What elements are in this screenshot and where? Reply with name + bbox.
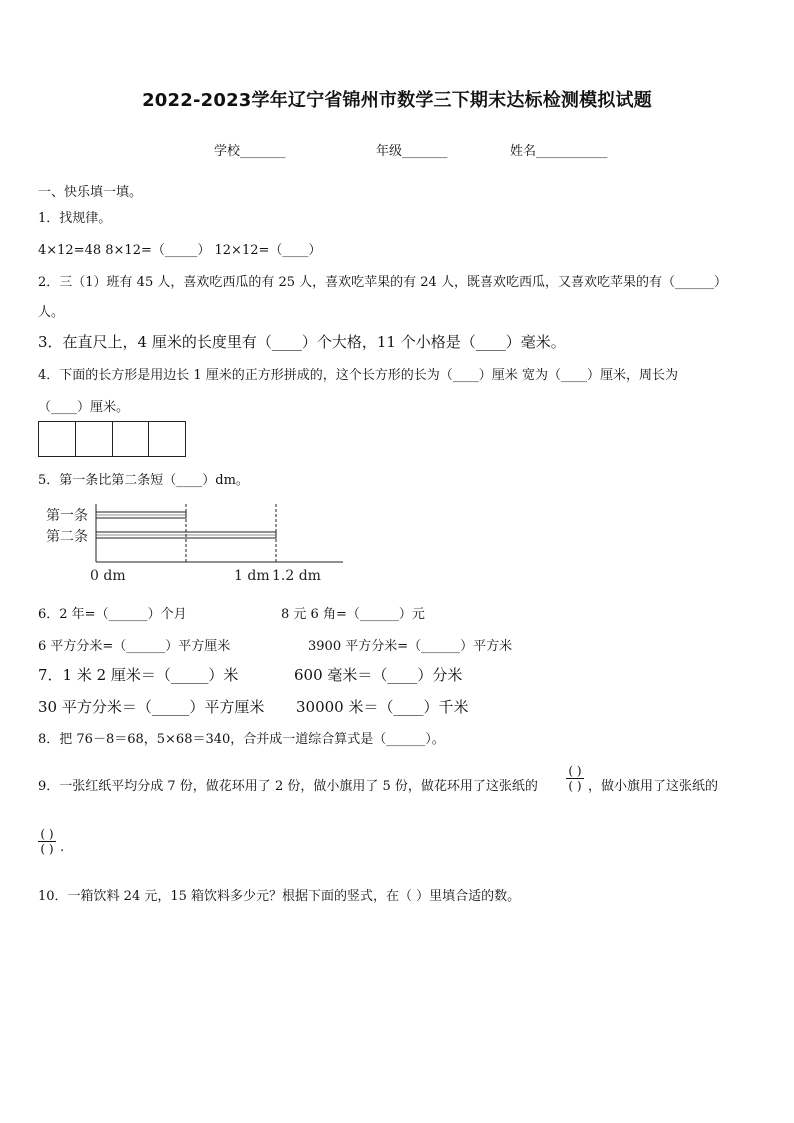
tick-label-0: 0 dm [90,568,126,584]
question-7b: 600 毫米＝（____）分米 [294,666,463,684]
grade-field[interactable]: 年级_______ [376,144,448,159]
question-4-line2: （____）厘米。 [38,400,130,415]
question-1-stem: 1．找规律。 [38,211,112,226]
question-5: 5．第一条比第二条短（____）dm。 [38,473,249,488]
question-6c: 6 平方分米=（______）平方厘米 [38,639,231,654]
question-9-part2: ，做小旗用了这张纸的 [588,779,719,794]
ruler-figure [38,500,348,590]
fraction-blank-1[interactable]: ( ) ( ) [566,764,584,793]
page-title: 2022-2023学年辽宁省锦州市数学三下期末达标检测模拟试题 [142,90,652,111]
grid-square [113,422,150,456]
grid-square [76,422,113,456]
question-8: 8．把 76－8＝68，5×68＝340，合并成一道综合算式是（______）。 [38,732,445,747]
section-heading: 一、快乐填一填。 [38,185,143,200]
question-6a: 6．2 年=（______）个月 [38,607,187,622]
label-first-strip: 第一条 [46,508,88,524]
label-second-strip: 第二条 [46,529,88,545]
question-3: 3．在直尺上，4 厘米的长度里有（____）个大格，11 个小格是（____）毫米。 [38,333,566,351]
question-7d: 30000 米＝（____）千米 [296,698,469,716]
question-1-line: 4×12=48 8×12=（_____） 12×12=（____） [38,243,322,258]
question-10: 10．一箱饮料 24 元，15 箱饮料多少元？根据下面的竖式，在（ ）里填合适的数。 [38,889,521,904]
tick-label-1: 1 dm [234,568,270,584]
question-6b: 8 元 6 角=（______）元 [281,607,425,622]
school-field[interactable]: 学校_______ [214,144,286,159]
question-9-part1: 9．一张红纸平均分成 7 份，做花环用了 2 份，做小旗用了 5 份，做花环用了这张纸的 [38,779,538,794]
question-7a: 7．1 米 2 厘米＝（_____）米 [38,666,239,684]
question-6d: 3900 平方分米=（______）平方米 [308,639,513,654]
question-4-line1: 4．下面的长方形是用边长 1 厘米的正方形拼成的，这个长方形的长为（____）厘米 宽为（____）厘米，周长为 [38,368,678,383]
grid-square [39,422,76,456]
question-7c: 30 平方分米＝（_____）平方厘米 [38,698,265,716]
question-9-end: . [60,840,65,855]
grid-square [149,422,185,456]
question-2-line1: 2．三（1）班有 45 人，喜欢吃西瓜的有 25 人，喜欢吃苹果的有 24 人，既喜欢吃西瓜，又喜欢吃苹果的有（______） [38,275,727,290]
name-field[interactable]: 姓名___________ [510,144,608,159]
tick-label-12: 1.2 dm [272,568,321,584]
fraction-blank-2[interactable]: ( ) ( ) [38,827,56,856]
rectangle-grid [38,421,186,457]
question-2-line2: 人。 [38,305,65,320]
